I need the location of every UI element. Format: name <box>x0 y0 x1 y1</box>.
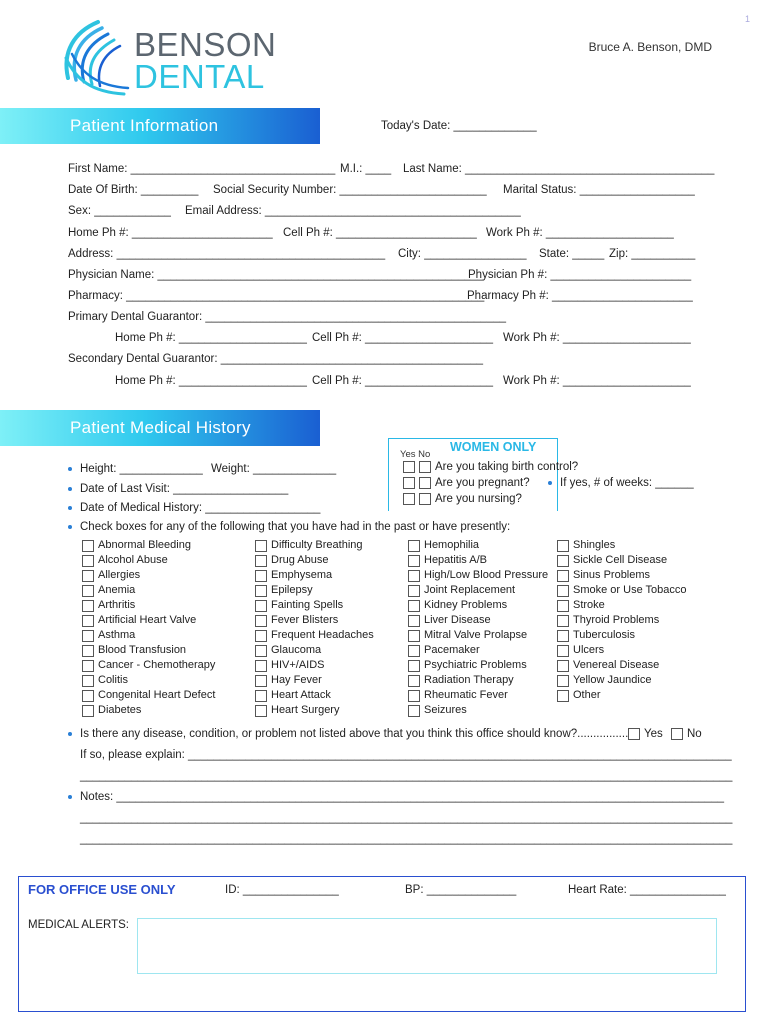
condition-checkbox[interactable] <box>408 585 420 597</box>
condition-item[interactable] <box>408 553 548 568</box>
conditions-column-4 <box>557 538 687 703</box>
notes-line-1[interactable]: ______________________________________________________________________________________________________ <box>80 812 733 824</box>
condition-checkbox[interactable] <box>408 675 420 687</box>
condition-checkbox[interactable] <box>82 660 94 672</box>
condition-checkbox[interactable] <box>255 585 267 597</box>
women-q2 <box>403 477 530 489</box>
condition-label: Drug Abuse <box>271 554 329 566</box>
brand-name-line1: BENSON <box>134 26 277 63</box>
condition-checkbox[interactable] <box>557 660 569 672</box>
condition-item[interactable] <box>255 703 374 718</box>
conditions-column-2 <box>255 538 374 718</box>
middle-initial-field[interactable]: M.I.: ____ <box>340 163 392 175</box>
condition-label: Cancer - Chemotherapy <box>98 659 216 671</box>
pharmacy-phone-field[interactable]: Pharmacy Ph #: ______________________ <box>467 290 693 302</box>
condition-item[interactable] <box>255 538 374 553</box>
condition-label: Smoke or Use Tobacco <box>573 584 687 596</box>
condition-checkbox[interactable] <box>557 585 569 597</box>
condition-item[interactable] <box>557 643 687 658</box>
condition-item[interactable] <box>82 673 215 688</box>
condition-item[interactable] <box>82 568 215 583</box>
other-no-option[interactable]: No <box>671 728 702 740</box>
condition-checkbox[interactable] <box>255 555 267 567</box>
condition-checkbox[interactable] <box>557 555 569 567</box>
notes-line-2[interactable]: ______________________________________________________________________________________________________ <box>80 833 733 845</box>
condition-label: Hepatitis A/B <box>424 554 487 566</box>
condition-label: Hay Fever <box>271 674 322 686</box>
condition-item[interactable] <box>82 598 215 613</box>
condition-label: HIV+/AIDS <box>271 659 325 671</box>
city-field[interactable]: City: ________________ <box>398 248 527 260</box>
other-no-checkbox[interactable] <box>671 728 683 740</box>
condition-label: Ulcers <box>573 644 605 656</box>
condition-checkbox[interactable] <box>557 600 569 612</box>
address-field[interactable]: Address: __________________________________________ <box>68 248 386 260</box>
condition-label: Diabetes <box>98 704 142 716</box>
condition-checkbox[interactable] <box>255 540 267 552</box>
condition-checkbox[interactable] <box>408 555 420 567</box>
condition-checkbox[interactable] <box>82 540 94 552</box>
condition-checkbox[interactable] <box>408 705 420 717</box>
condition-item[interactable] <box>408 658 548 673</box>
condition-label: Anemia <box>98 584 136 596</box>
condition-checkbox[interactable] <box>557 675 569 687</box>
condition-label: Yellow Jaundice <box>573 674 652 686</box>
physician-name-field[interactable]: Physician Name: ___________________________________________________ <box>68 269 484 281</box>
condition-checkbox[interactable] <box>255 660 267 672</box>
condition-checkbox[interactable] <box>557 570 569 582</box>
condition-item[interactable] <box>82 538 215 553</box>
condition-item[interactable] <box>255 613 374 628</box>
condition-item[interactable] <box>82 688 215 703</box>
condition-label: Heart Surgery <box>271 704 340 716</box>
weight-field[interactable]: Weight: _____________ <box>211 463 337 475</box>
condition-label: Sinus Problems <box>573 569 651 581</box>
condition-item[interactable] <box>408 613 548 628</box>
condition-label: Kidney Problems <box>424 599 508 611</box>
secondary-guarantor-field[interactable]: Secondary Dental Guarantor: _________________________________________ <box>68 353 484 365</box>
condition-label: Joint Replacement <box>424 584 516 596</box>
condition-item[interactable] <box>408 643 548 658</box>
condition-checkbox[interactable] <box>255 570 267 582</box>
condition-checkbox[interactable] <box>408 660 420 672</box>
explain-field[interactable]: If so, please explain: _____________________________________________________________________________________ <box>80 749 732 761</box>
condition-label: Tuberculosis <box>573 629 635 641</box>
condition-checkbox[interactable] <box>408 540 420 552</box>
patient-information-banner <box>0 108 320 144</box>
condition-checkbox[interactable] <box>82 690 94 702</box>
condition-label: Seizures <box>424 704 467 716</box>
condition-label: High/Low Blood Pressure <box>424 569 549 581</box>
brand-name-line2: DENTAL <box>134 58 265 95</box>
birth-control-label: Are you taking birth control? <box>435 461 579 473</box>
condition-item[interactable] <box>82 703 215 718</box>
pharmacy-field[interactable]: Pharmacy: ________________________________________________________ <box>68 290 485 302</box>
condition-label: Rheumatic Fever <box>424 689 508 701</box>
email-field[interactable]: Email Address: ________________________________________ <box>185 205 521 217</box>
todays-date-field[interactable]: Today's Date: _____________ <box>381 120 537 132</box>
condition-item[interactable] <box>255 658 374 673</box>
condition-label: Emphysema <box>271 569 333 581</box>
condition-item[interactable] <box>408 598 548 613</box>
condition-checkbox[interactable] <box>255 600 267 612</box>
condition-item[interactable] <box>408 568 548 583</box>
condition-label: Glaucoma <box>271 644 322 656</box>
work-phone-field[interactable]: Work Ph #: ____________________ <box>486 227 674 239</box>
condition-checkbox[interactable] <box>82 555 94 567</box>
section-title: Patient Information <box>70 116 219 135</box>
condition-item[interactable] <box>557 598 687 613</box>
birth-control-no-checkbox[interactable] <box>419 461 431 473</box>
condition-item[interactable] <box>557 538 687 553</box>
other-yes-option[interactable]: Yes <box>628 728 663 740</box>
condition-item[interactable] <box>255 553 374 568</box>
condition-label: Fever Blisters <box>271 614 339 626</box>
condition-label: Blood Transfusion <box>98 644 187 656</box>
condition-label: Pacemaker <box>424 644 480 656</box>
condition-item[interactable] <box>557 673 687 688</box>
condition-item[interactable] <box>408 583 548 598</box>
primary-guarantor-field[interactable]: Primary Dental Guarantor: _______________________________________________ <box>68 311 507 323</box>
condition-label: Psychiatric Problems <box>424 659 527 671</box>
condition-label: Frequent Headaches <box>271 629 374 641</box>
nursing-no-checkbox[interactable] <box>419 493 431 505</box>
condition-item[interactable] <box>557 688 687 703</box>
condition-item[interactable] <box>408 703 548 718</box>
condition-item[interactable] <box>82 613 215 628</box>
medical-history-banner <box>0 410 320 446</box>
condition-item[interactable] <box>557 583 687 598</box>
women-q3 <box>403 493 522 505</box>
condition-item[interactable] <box>255 598 374 613</box>
condition-item[interactable] <box>255 628 374 643</box>
condition-item[interactable] <box>82 583 215 598</box>
condition-checkbox[interactable] <box>408 600 420 612</box>
condition-checkbox[interactable] <box>557 645 569 657</box>
condition-item[interactable] <box>82 628 215 643</box>
section-title: Patient Medical History <box>70 418 251 437</box>
condition-checkbox[interactable] <box>82 600 94 612</box>
condition-label: Alcohol Abuse <box>98 554 168 566</box>
ssn-field[interactable]: Social Security Number: _______________________ <box>213 184 487 196</box>
condition-checkbox[interactable] <box>255 630 267 642</box>
condition-checkbox[interactable] <box>557 540 569 552</box>
condition-label: Mitral Valve Prolapse <box>424 629 528 641</box>
medical-alerts-label: MEDICAL ALERTS: <box>28 919 129 931</box>
condition-label: Congenital Heart Defect <box>98 689 216 701</box>
condition-item[interactable] <box>408 673 548 688</box>
condition-checkbox[interactable] <box>82 645 94 657</box>
condition-label: Epilepsy <box>271 584 313 596</box>
condition-item[interactable] <box>255 568 374 583</box>
condition-item[interactable] <box>408 688 548 703</box>
conditions-column-3 <box>408 538 548 718</box>
condition-checkbox[interactable] <box>557 615 569 627</box>
condition-checkbox[interactable] <box>255 675 267 687</box>
condition-item[interactable] <box>557 568 687 583</box>
cell-phone-field[interactable]: Cell Ph #: ______________________ <box>283 227 477 239</box>
condition-label: Arthritis <box>98 599 136 611</box>
condition-checkbox[interactable] <box>255 705 267 717</box>
condition-checkbox[interactable] <box>557 690 569 702</box>
condition-checkbox[interactable] <box>255 615 267 627</box>
condition-checkbox[interactable] <box>82 585 94 597</box>
condition-label: Abnormal Bleeding <box>98 539 191 551</box>
medical-alerts-input[interactable] <box>137 918 717 974</box>
condition-label: Difficulty Breathing <box>271 539 363 551</box>
first-name-field[interactable]: First Name: ________________________________ <box>68 163 336 175</box>
condition-item[interactable] <box>557 658 687 673</box>
sex-field[interactable]: Sex: ____________ <box>68 205 171 217</box>
pregnant-yes-checkbox[interactable] <box>403 477 415 489</box>
condition-item[interactable] <box>557 628 687 643</box>
dob-field[interactable]: Date Of Birth: _________ <box>68 184 199 196</box>
other-yes-checkbox[interactable] <box>628 728 640 740</box>
page-mark: 1 <box>745 14 751 24</box>
condition-checkbox[interactable] <box>255 690 267 702</box>
check-prompt: Check boxes for any of the following that you have had in the past or have presently: <box>68 521 510 533</box>
secondary-cell-phone-field[interactable]: Cell Ph #: ____________________ <box>312 375 493 387</box>
condition-item[interactable] <box>408 538 548 553</box>
condition-label: Asthma <box>98 629 136 641</box>
nursing-label: Are you nursing? <box>435 493 522 505</box>
condition-item[interactable] <box>255 643 374 658</box>
nursing-yes-checkbox[interactable] <box>403 493 415 505</box>
home-phone-field[interactable]: Home Ph #: ______________________ <box>68 227 273 239</box>
condition-checkbox[interactable] <box>82 570 94 582</box>
primary-work-phone-field[interactable]: Work Ph #: ____________________ <box>503 332 691 344</box>
condition-item[interactable] <box>255 583 374 598</box>
condition-item[interactable] <box>82 658 215 673</box>
condition-checkbox[interactable] <box>408 690 420 702</box>
condition-item[interactable] <box>557 613 687 628</box>
physician-phone-field[interactable]: Physician Ph #: ______________________ <box>468 269 692 281</box>
marital-status-field[interactable]: Marital Status: __________________ <box>503 184 695 196</box>
zip-field[interactable]: Zip: __________ <box>609 248 696 260</box>
secondary-work-phone-field[interactable]: Work Ph #: ____________________ <box>503 375 691 387</box>
condition-checkbox[interactable] <box>408 615 420 627</box>
conditions-column-1 <box>82 538 215 718</box>
condition-label: Other <box>573 689 601 701</box>
pregnant-label: Are you pregnant? <box>435 477 530 489</box>
condition-label: Stroke <box>573 599 605 611</box>
yes-no-header: Yes No <box>400 449 431 460</box>
doctor-name: Bruce A. Benson, DMD <box>588 40 712 54</box>
condition-checkbox[interactable] <box>82 630 94 642</box>
state-field[interactable]: State: _____ <box>539 248 605 260</box>
condition-label: Allergies <box>98 569 141 581</box>
height-field[interactable]: Height: _____________ <box>68 463 203 475</box>
condition-checkbox[interactable] <box>408 645 420 657</box>
condition-label: Hemophilia <box>424 539 480 551</box>
notes-field[interactable]: Notes: _______________________________________________________________________________________________ <box>68 791 724 803</box>
office-bp-field[interactable]: BP: ______________ <box>405 884 517 896</box>
last-name-field[interactable]: Last Name: _______________________________________ <box>403 163 715 175</box>
condition-item[interactable] <box>255 688 374 703</box>
primary-home-phone-field[interactable]: Home Ph #: ____________________ <box>115 332 307 344</box>
condition-item[interactable] <box>82 553 215 568</box>
secondary-home-phone-field[interactable]: Home Ph #: ____________________ <box>115 375 307 387</box>
condition-checkbox[interactable] <box>557 630 569 642</box>
condition-label: Sickle Cell Disease <box>573 554 668 566</box>
condition-checkbox[interactable] <box>408 570 420 582</box>
weeks-field[interactable]: If yes, # of weeks: ______ <box>548 477 694 489</box>
condition-checkbox[interactable] <box>82 615 94 627</box>
history-date-field[interactable]: Date of Medical History: __________________ <box>68 502 320 514</box>
condition-checkbox[interactable] <box>255 645 267 657</box>
pregnant-no-checkbox[interactable] <box>419 477 431 489</box>
office-id-field[interactable]: ID: _______________ <box>225 884 339 896</box>
condition-label: Heart Attack <box>271 689 331 701</box>
condition-checkbox[interactable] <box>82 705 94 717</box>
condition-label: Thyroid Problems <box>573 614 660 626</box>
condition-label: Fainting Spells <box>271 599 344 611</box>
birth-control-yes-checkbox[interactable] <box>403 461 415 473</box>
condition-item[interactable] <box>255 673 374 688</box>
office-heart-rate-field[interactable]: Heart Rate: _______________ <box>568 884 726 896</box>
condition-label: Colitis <box>98 674 128 686</box>
condition-checkbox[interactable] <box>408 630 420 642</box>
last-visit-field[interactable]: Date of Last Visit: __________________ <box>68 483 288 495</box>
other-condition-question: Is there any disease, condition, or problem not listed above that you think this office should know?................ <box>68 728 628 740</box>
explain-line[interactable]: ______________________________________________________________________________________________________ <box>80 770 733 782</box>
women-only-title: WOMEN ONLY <box>450 440 537 454</box>
condition-label: Venereal Disease <box>573 659 660 671</box>
office-use-title: FOR OFFICE USE ONLY <box>28 882 176 897</box>
condition-item[interactable] <box>408 628 548 643</box>
condition-label: Liver Disease <box>424 614 491 626</box>
condition-item[interactable] <box>82 643 215 658</box>
primary-cell-phone-field[interactable]: Cell Ph #: ____________________ <box>312 332 493 344</box>
condition-label: Radiation Therapy <box>424 674 514 686</box>
condition-item[interactable] <box>557 553 687 568</box>
condition-label: Shingles <box>573 539 616 551</box>
condition-checkbox[interactable] <box>82 675 94 687</box>
condition-label: Artificial Heart Valve <box>98 614 197 626</box>
women-q1 <box>403 461 578 473</box>
